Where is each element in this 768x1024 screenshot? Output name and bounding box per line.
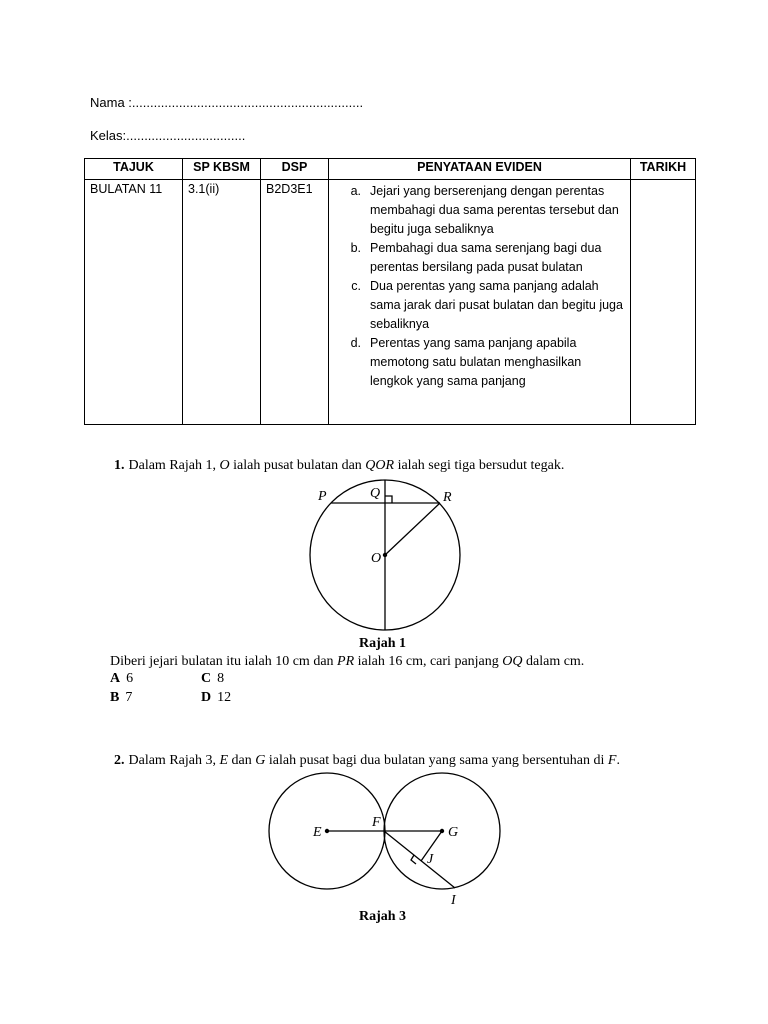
header-dsp: DSP bbox=[261, 159, 329, 180]
item-marker: b. bbox=[350, 241, 361, 255]
cell-sp-kbsm: 3.1(ii) bbox=[183, 180, 261, 425]
question-2-number: 2. bbox=[114, 753, 125, 768]
item-marker: d. bbox=[350, 336, 361, 350]
option-value: 8 bbox=[217, 671, 225, 686]
q1-stem-o: O bbox=[219, 458, 230, 473]
header-penyataan-eviden: PENYATAAN EVIDEN bbox=[329, 159, 631, 180]
kelas-label: Kelas: bbox=[90, 128, 127, 143]
option-b[interactable] bbox=[110, 690, 132, 706]
option-d[interactable] bbox=[201, 690, 231, 706]
center-dot-g bbox=[440, 829, 444, 833]
q1-stem-text: ialah segi tiga bersudut tegak. bbox=[394, 458, 565, 473]
question-1-number: 1. bbox=[114, 458, 125, 473]
figure-3-caption: Rajah 3 bbox=[359, 909, 407, 924]
item-marker: c. bbox=[351, 279, 361, 293]
option-letter: A bbox=[110, 671, 121, 686]
label-f: F bbox=[372, 815, 381, 830]
label-r: R bbox=[443, 490, 452, 505]
label-q: Q bbox=[370, 486, 381, 501]
item-text: Pembahagi dua sama serenjang bagi dua perentas bersilang pada pusat bulatan bbox=[370, 241, 602, 274]
header-tajuk: TAJUK bbox=[85, 159, 183, 180]
line-fi bbox=[384, 831, 455, 888]
q2-stem-text: . bbox=[616, 753, 620, 768]
question-2-stem bbox=[114, 753, 620, 769]
label-j: J bbox=[427, 852, 434, 867]
item-text: Jejari yang berserenjang dengan perentas membahagi dua sama perentas tersebut dan begitu juga sebaliknya bbox=[370, 184, 619, 236]
q2-stem-text: Dalam Rajah 3, bbox=[128, 753, 220, 768]
q1-stem-text: ialah pusat bulatan dan bbox=[229, 458, 366, 473]
q1-stem-qor: QOR bbox=[365, 458, 395, 473]
q1-given-text: Diberi jejari bulatan itu ialah 10 cm dan bbox=[110, 654, 338, 669]
label-e: E bbox=[313, 825, 322, 840]
right-angle-mark bbox=[385, 496, 392, 503]
header-tarikh: TARIKH bbox=[631, 159, 696, 180]
q1-given-pr: PR bbox=[337, 654, 355, 669]
center-dot-e bbox=[325, 829, 329, 833]
option-letter: B bbox=[110, 690, 120, 705]
item-text: Perentas yang sama panjang apabila memotong satu bulatan menghasilkan lengkok yang sama panjang bbox=[370, 336, 582, 388]
item-marker: a. bbox=[350, 184, 361, 198]
cell-dsp: B2D3E1 bbox=[261, 180, 329, 425]
q1-given-text: ialah 16 cm, cari panjang bbox=[354, 654, 503, 669]
option-c[interactable] bbox=[201, 671, 224, 687]
q1-given-oq: OQ bbox=[502, 654, 523, 669]
label-p: P bbox=[318, 489, 327, 504]
q2-stem-g: G bbox=[255, 753, 266, 768]
radius-or bbox=[385, 503, 440, 555]
q1-stem-text: Dalam Rajah 1, bbox=[128, 458, 220, 473]
figure-1-caption: Rajah 1 bbox=[359, 636, 407, 651]
label-i: I bbox=[451, 893, 456, 908]
option-value: 6 bbox=[126, 671, 134, 686]
label-g: G bbox=[448, 825, 459, 840]
center-dot bbox=[383, 553, 387, 557]
q2-stem-f: F bbox=[607, 753, 617, 768]
item-text: Dua perentas yang sama panjang adalah sama jarak dari pusat bulatan dan begitu juga sebaliknya bbox=[370, 279, 623, 331]
q2-stem-text: dan bbox=[228, 753, 256, 768]
option-letter: D bbox=[201, 690, 212, 705]
q1-given-text: dalam cm. bbox=[522, 654, 585, 669]
q2-stem-e: E bbox=[219, 753, 229, 768]
question-1-given bbox=[110, 654, 584, 670]
header-sp-kbsm: SP KBSM bbox=[183, 159, 261, 180]
figure-rajah-3 bbox=[269, 773, 500, 889]
option-value: 12 bbox=[217, 690, 232, 705]
option-letter: C bbox=[201, 671, 212, 686]
option-a[interactable] bbox=[110, 671, 133, 687]
nama-label: Nama : bbox=[90, 95, 132, 110]
option-value: 7 bbox=[125, 690, 133, 705]
nama-blank[interactable]: ................................................................ bbox=[131, 95, 364, 110]
q2-stem-text: ialah pusat bagi dua bulatan yang sama yang bersentuhan di bbox=[265, 753, 608, 768]
cell-tajuk: BULATAN 11 bbox=[85, 180, 183, 425]
kelas-blank[interactable]: ................................. bbox=[126, 128, 246, 143]
label-o: O bbox=[371, 551, 382, 566]
